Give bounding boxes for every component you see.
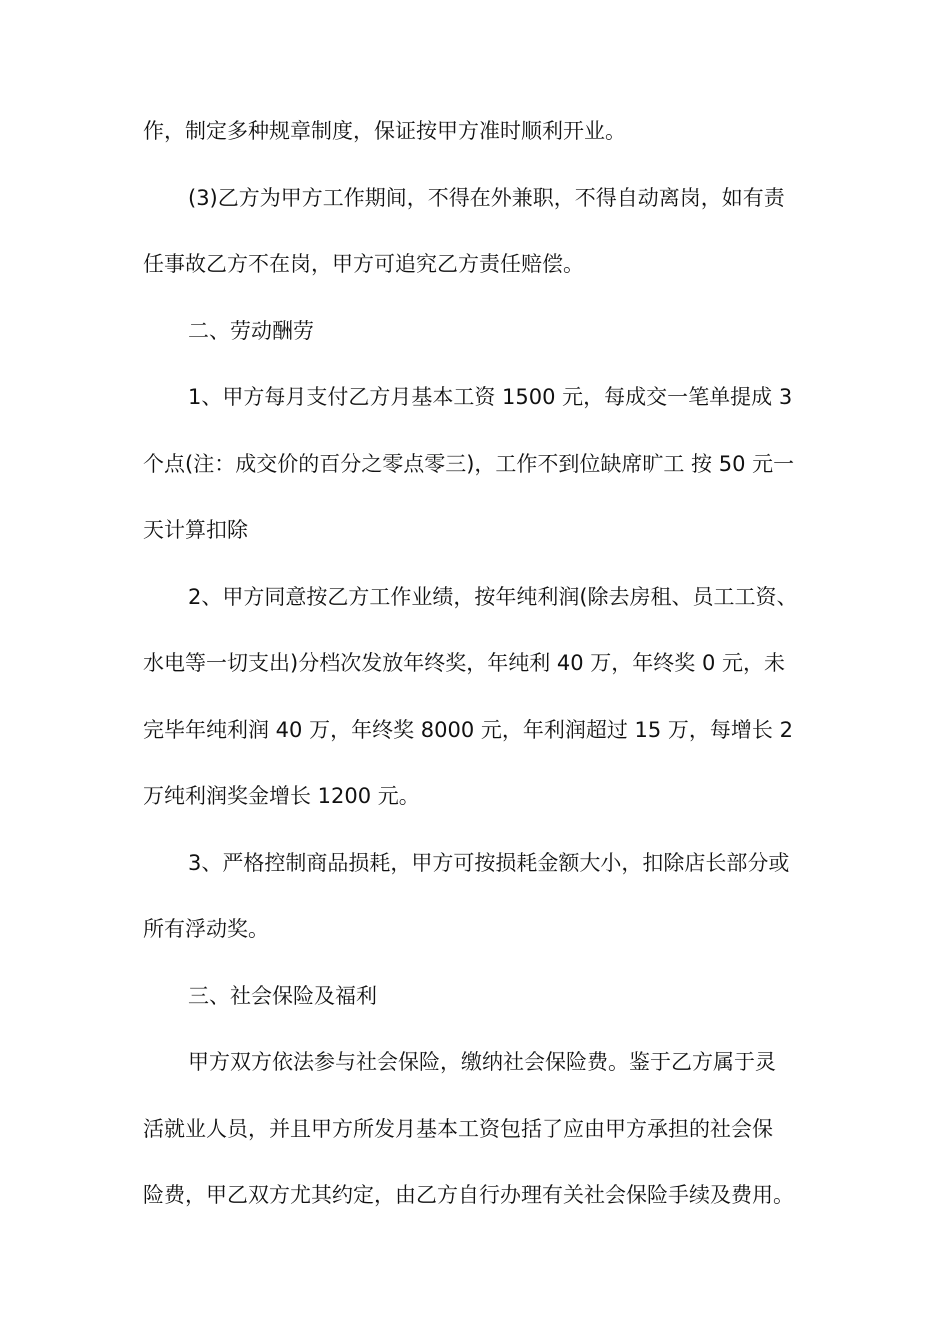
section-heading: 二、劳动酬劳 (188, 318, 314, 343)
section-heading: 三、社会保险及福利 (188, 983, 377, 1008)
text-line: 天计算扣除 (143, 518, 248, 542)
text-line: 甲方双方依法参与社会保险，缴纳社会保险费。鉴于乙方属于灵 (188, 1050, 776, 1074)
text-line: 作，制定多种规章制度，保证按甲方准时顺利开业。 (143, 119, 626, 143)
text-line: 完毕年纯利润 40 万，年终奖 8000 元，年利润超过 15 万，每增长 2 (143, 717, 793, 742)
document-body (143, 98, 811, 1229)
text-line: 2、甲方同意按乙方工作业绩，按年纯利润(除去房租、员工工资、 (188, 584, 798, 609)
text-line: 1、甲方每月支付乙方月基本工资 1500 元，每成交一笔单提成 3 (188, 385, 793, 409)
text-line: 险费，甲乙双方尤其约定，由乙方自行办理有关社会保险手续及费用。 (143, 1183, 794, 1207)
text-line: (3)乙方为甲方工作期间，不得在外兼职，不得自动离岗，如有责 (188, 185, 785, 210)
text-line: 万纯利润奖金增长 1200 元。 (143, 784, 420, 808)
text-line: 个点(注：成交价的百分之零点零三)，工作不到位缺席旷工 按 50 元一 (143, 451, 795, 476)
text-line: 活就业人员，并且甲方所发月基本工资包括了应由甲方承担的社会保 (143, 1116, 773, 1141)
text-line: 3、严格控制商品损耗，甲方可按损耗金额大小，扣除店长部分或 (188, 850, 790, 875)
text-line: 任事故乙方不在岗，甲方可追究乙方责任赔偿。 (143, 252, 584, 276)
text-line: 所有浮动奖。 (143, 917, 269, 941)
text-line: 水电等一切支出)分档次发放年终奖，年纯利 40 万，年终奖 0 元，未 (143, 651, 785, 675)
